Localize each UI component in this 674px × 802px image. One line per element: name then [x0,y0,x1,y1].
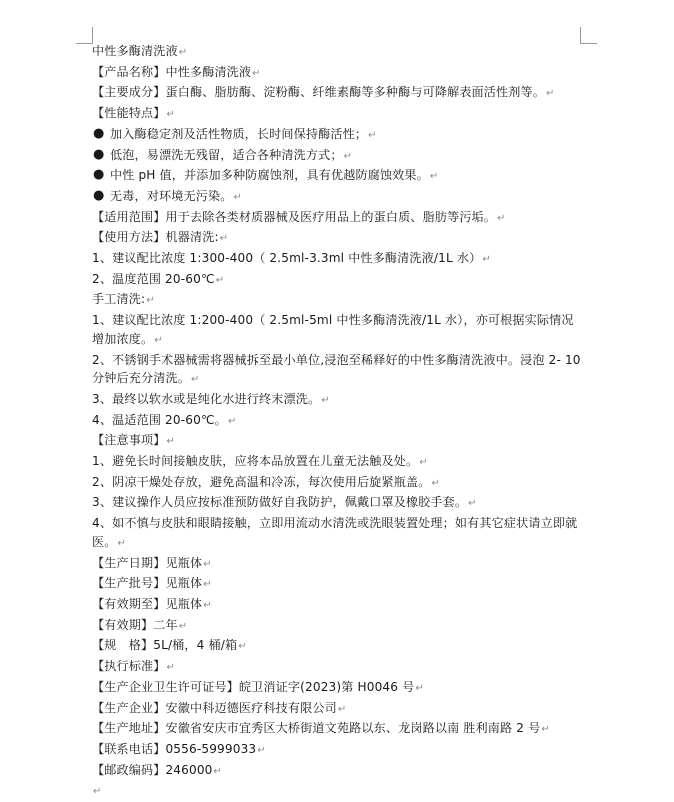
paragraph-mark-icon: ↵ [166,662,175,674]
paragraph-text: 2、阴凉干燥处存放，避免高温和冷冻，每次使用后旋紧瓶盖。 [92,474,431,489]
bullet-icon: ● [93,146,105,162]
paragraph-text: 加入酶稳定剂及活性物质，长时间保持酶活性； [110,126,368,141]
paragraph-text: 【生产企业卫生许可证号】皖卫消证字(2023)第 H0046 号 [92,679,415,694]
bullet-paragraph [92,166,584,187]
paragraph [92,431,584,452]
paragraph [92,761,584,782]
paragraph [92,493,584,514]
paragraph-mark-icon: ↵ [166,109,175,121]
paragraph [92,311,584,350]
paragraph-mark-icon: ↵ [219,233,229,245]
paragraph [92,249,584,270]
paragraph [92,554,584,575]
paragraph [92,740,584,761]
paragraph-mark-icon: ↵ [233,191,242,203]
paragraph-mark-icon: ↵ [93,786,102,798]
paragraph [92,290,584,311]
paragraph-text: 【执行标准】 [92,659,166,674]
paragraph-text: 【生产批号】见瓶体 [92,576,203,591]
paragraph-mark-icon: ↵ [252,67,261,79]
page-corner-mark-top-left [76,27,93,44]
paragraph-text: 【产品名称】中性多酶清洗液 [92,64,252,79]
paragraph-mark-icon: ↵ [178,620,188,632]
paragraph-text: 3、建议操作人员应按标准预防做好自我防护，佩戴口罩及橡胶手套。 [92,495,468,510]
paragraph [92,351,584,390]
paragraph-mark-icon: ↵ [238,641,247,653]
paragraph-mark-icon: ↵ [213,765,223,777]
bullet-paragraph [92,125,584,146]
paragraph [92,42,584,63]
paragraph-text: 【有效期】二年 [92,617,178,632]
paragraph-text: 3、最终以软水或是纯化水进行终末漂洗。 [92,391,321,406]
paragraph-mark-icon: ↵ [368,129,377,141]
paragraph [92,595,584,616]
bullet-icon: ● [93,167,105,183]
paragraph-mark-icon: ↵ [429,171,439,183]
bullet-icon: ● [93,187,105,203]
paragraph-mark-icon: ↵ [215,274,225,286]
paragraph-text: 【适用范围】用于去除各类材质器械及医疗用品上的蛋白质、脂肪等污垢。 [92,209,497,224]
paragraph-mark-icon: ↵ [415,682,424,694]
paragraph [92,104,584,125]
paragraph [92,208,584,229]
paragraph-mark-icon: ↵ [227,415,237,427]
paragraph [92,228,584,249]
paragraph [92,411,584,432]
paragraph-text: 4、温适范围 20-60℃。 [92,412,227,427]
paragraph-text: 【性能特点】 [92,106,166,121]
paragraph-mark-icon: ↵ [117,537,127,549]
paragraph-text: 【生产地址】安徽省安庆市宜秀区大桥街道文苑路以东、龙岗路以南 胜利南路 2 号 [92,721,541,736]
paragraph [92,270,584,291]
paragraph-text: 【联系电话】0556-5999033 [92,741,257,756]
paragraph [92,83,584,104]
paragraph [92,781,584,802]
paragraph-mark-icon: ↵ [497,212,506,224]
paragraph-text: 4、如不慎与皮肤和眼睛接触，立即用流动水清洗或洗眼装置处理；如有其它症状请立即就医。 [92,516,578,549]
paragraph-mark-icon: ↵ [166,436,175,448]
paragraph-text: 【生产企业】安徽中科迈德医疗科技有限公司 [92,700,337,715]
paragraph-text: 1、建议配比浓度 1:300-400（ 2.5ml-3.3ml 中性多酶清洗液/1L 水） [92,251,482,266]
paragraph-text: 中性多酶清洗液 [92,44,178,58]
paragraph-mark-icon: ↵ [146,295,155,307]
paragraph [92,699,584,720]
paragraph-mark-icon: ↵ [178,47,188,58]
paragraph-text: 【主要成分】蛋白酶、脂肪酶、淀粉酶、纤维素酶等多种酶与可降解表面活性剂等。 [92,85,546,100]
paragraph-text: 【有效期至】见瓶体 [92,596,203,611]
paragraph [92,452,584,473]
paragraph [92,514,584,553]
paragraph [92,678,584,699]
paragraph [92,390,584,411]
paragraph [92,636,584,657]
bullet-paragraph [92,187,584,208]
paragraph-mark-icon: ↵ [257,744,266,756]
paragraph-mark-icon: ↵ [154,334,163,346]
paragraph-mark-icon: ↵ [321,394,330,406]
paragraph-mark-icon: ↵ [431,477,440,489]
bullet-icon: ● [93,125,105,141]
paragraph-mark-icon: ↵ [468,498,477,510]
paragraph-mark-icon: ↵ [541,724,550,736]
paragraph-text: 1、避免长时间接触皮肤，应将本品放置在儿童无法触及处。 [92,454,419,469]
paragraph-mark-icon: ↵ [203,558,212,570]
paragraph-text: 2、不锈钢手术器械需将器械拆至最小单位,浸泡至稀释好的中性多酶清洗液中。浸泡 2- 10 分钟后充分清洗。 [92,352,581,386]
paragraph-mark-icon: ↵ [343,150,353,162]
paragraph-text: 手工清洗: [92,292,146,307]
paragraph-text: 【规 格】5L/桶，4 桶/箱 [92,638,238,653]
paragraph-text: 中性 pH 值，并添加多种防腐蚀剂，具有优越防腐蚀效果。 [110,168,429,183]
paragraph-text: 【邮政编码】246000 [92,762,213,777]
paragraph-mark-icon: ↵ [546,88,555,100]
paragraph-text: 1、建议配比浓度 1:200-400（ 2.5ml-5ml 中性多酶清洗液/1L 水），亦可根据实际情况增加浓度。 [92,313,574,346]
paragraph-mark-icon: ↵ [482,254,491,266]
paragraph-mark-icon: ↵ [203,599,212,611]
paragraph-mark-icon: ↵ [419,457,428,469]
paragraph-text: 低泡，易漂洗无残留，适合各种清洗方式； [110,147,343,162]
document-body[interactable] [92,42,584,802]
paragraph-text: 无毒，对环境无污染。 [110,188,233,203]
paragraph-text: 【注意事项】 [92,433,166,448]
paragraph [92,657,584,678]
paragraph [92,616,584,637]
paragraph-mark-icon: ↵ [190,374,200,386]
paragraph [92,473,584,494]
paragraph-text: 【使用方法】机器清洗: [92,230,219,245]
bullet-paragraph [92,146,584,167]
paragraph-text: 【生产日期】见瓶体 [92,555,203,570]
paragraph [92,574,584,595]
paragraph [92,719,584,740]
paragraph-text: 2、温度范围 20-60℃ [92,271,215,286]
paragraph-mark-icon: ↵ [337,703,347,715]
paragraph-mark-icon: ↵ [203,579,212,591]
paragraph [92,63,584,84]
